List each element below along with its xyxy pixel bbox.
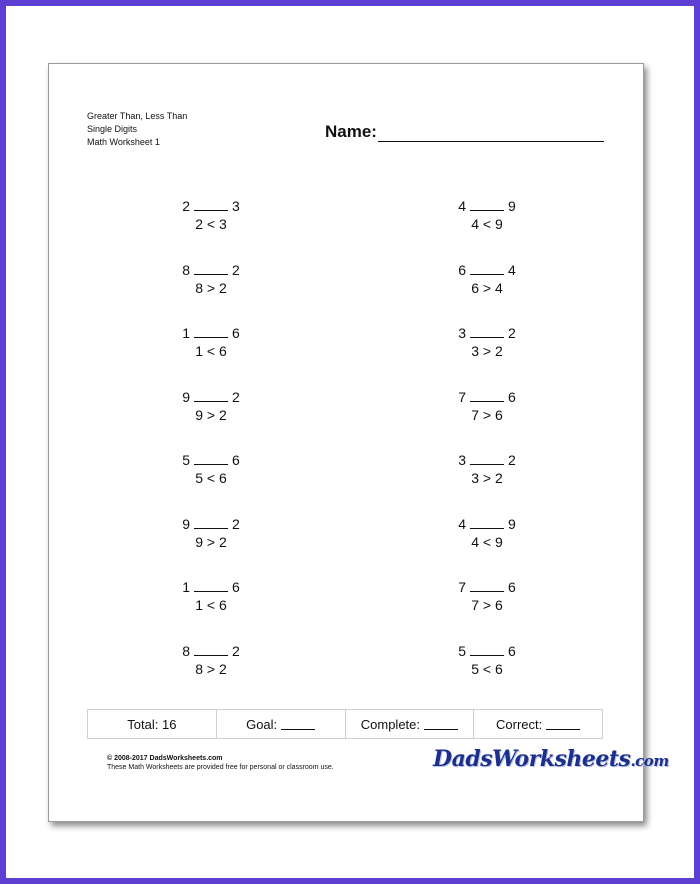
answer-blank[interactable]	[470, 643, 504, 656]
second-number: 2	[232, 642, 240, 659]
problem-left-1	[166, 197, 256, 233]
total-label: Total: 16	[127, 716, 177, 732]
problem-left-5	[166, 451, 256, 487]
second-number: 6	[508, 388, 516, 405]
answer-key: 8 > 2	[195, 279, 227, 296]
problem-prompt	[166, 261, 256, 279]
totals-bar	[87, 709, 603, 739]
name-label: Name:	[325, 122, 377, 141]
problem-prompt	[442, 197, 532, 215]
first-number: 1	[182, 325, 190, 341]
problem-right-3	[442, 324, 532, 360]
problem-right-7	[442, 578, 532, 614]
answer-key: 4 < 9	[471, 533, 503, 550]
total-cell	[88, 710, 217, 738]
second-number: 9	[508, 515, 516, 532]
answer-blank[interactable]	[470, 262, 504, 275]
problem-right-5	[442, 451, 532, 487]
problem-prompt	[442, 261, 532, 279]
answer-key: 2 < 3	[195, 216, 227, 232]
answer-key: 3 > 2	[471, 470, 503, 486]
first-number: 8	[182, 642, 190, 659]
problem-right-4	[442, 388, 532, 424]
first-number: 2	[182, 198, 190, 214]
copyright-block	[107, 754, 334, 772]
first-number: 3	[458, 325, 466, 341]
second-number: 3	[232, 198, 240, 214]
second-number: 2	[232, 515, 240, 532]
logo-suffix-text: .com	[630, 752, 669, 770]
answer-blank[interactable]	[470, 579, 504, 592]
name-field[interactable]	[325, 122, 604, 142]
answer-blank[interactable]	[194, 389, 228, 402]
first-number: 9	[182, 515, 190, 532]
second-number: 2	[508, 325, 516, 341]
dadsworksheets-logo[interactable]	[433, 746, 669, 772]
second-number: 9	[508, 198, 516, 214]
answer-key: 1 < 6	[195, 343, 227, 359]
first-number: 8	[182, 261, 190, 278]
goal-label: Goal:	[246, 716, 278, 732]
problem-prompt	[166, 388, 256, 406]
second-number: 2	[232, 261, 240, 278]
problem-prompt	[442, 515, 532, 533]
first-number: 4	[458, 198, 466, 214]
problem-prompt	[166, 642, 256, 660]
problem-prompt	[166, 197, 256, 215]
problem-left-6	[166, 515, 256, 551]
answer-key: 3 > 2	[471, 343, 503, 359]
answer-key: 1 < 6	[195, 597, 227, 613]
goal-cell[interactable]	[217, 710, 346, 738]
answer-blank[interactable]	[470, 389, 504, 402]
problem-right-2	[442, 261, 532, 297]
first-number: 5	[182, 452, 190, 468]
second-number: 2	[508, 452, 516, 468]
second-number: 4	[508, 261, 516, 278]
problem-prompt	[442, 388, 532, 406]
first-number: 7	[458, 579, 466, 595]
copyright-text: © 2008-2017 DadsWorksheets.com	[107, 755, 223, 762]
first-number: 1	[182, 579, 190, 595]
answer-blank[interactable]	[194, 643, 228, 656]
answer-blank[interactable]	[194, 198, 228, 211]
answer-blank[interactable]	[470, 452, 504, 465]
answer-blank[interactable]	[194, 516, 228, 529]
problem-prompt	[166, 515, 256, 533]
first-number: 6	[458, 261, 466, 278]
answer-key: 5 < 6	[195, 470, 227, 486]
problem-prompt	[166, 324, 256, 342]
image-frame	[6, 6, 694, 878]
second-number: 6	[232, 579, 240, 595]
correct-cell[interactable]	[474, 710, 602, 738]
complete-label: Complete:	[360, 716, 420, 732]
correct-label: Correct:	[496, 716, 543, 732]
answer-key: 6 > 4	[471, 279, 503, 296]
complete-cell[interactable]	[346, 710, 475, 738]
complete-blank[interactable]	[424, 718, 458, 730]
first-number: 3	[458, 452, 466, 468]
answer-blank[interactable]	[194, 579, 228, 592]
problem-prompt	[442, 451, 532, 469]
problem-right-1	[442, 197, 532, 233]
second-number: 6	[232, 325, 240, 341]
worksheet-page	[48, 63, 669, 822]
name-blank[interactable]	[378, 125, 604, 142]
correct-blank[interactable]	[546, 718, 580, 730]
answer-blank[interactable]	[470, 516, 504, 529]
meta-line-level: Single Digits	[87, 124, 138, 134]
answer-blank[interactable]	[194, 452, 228, 465]
answer-blank[interactable]	[194, 325, 228, 338]
first-number: 5	[458, 642, 466, 659]
answer-key: 9 > 2	[195, 533, 227, 550]
problem-right-8	[442, 642, 532, 678]
problem-left-3	[166, 324, 256, 360]
problem-prompt	[166, 451, 256, 469]
answer-key: 5 < 6	[471, 660, 503, 677]
answer-blank[interactable]	[194, 262, 228, 275]
problem-left-4	[166, 388, 256, 424]
worksheet-meta	[87, 110, 187, 149]
first-number: 9	[182, 388, 190, 405]
problem-prompt	[166, 578, 256, 596]
meta-line-title: Math Worksheet 1	[87, 137, 160, 147]
second-number: 2	[232, 388, 240, 405]
problem-left-8	[166, 642, 256, 678]
answer-key: 7 > 6	[471, 406, 503, 423]
first-number: 4	[458, 515, 466, 532]
second-number: 6	[232, 452, 240, 468]
meta-line-topic: Greater Than, Less Than	[87, 111, 188, 121]
answer-key: 7 > 6	[471, 597, 503, 613]
answer-blank[interactable]	[470, 325, 504, 338]
problem-left-7	[166, 578, 256, 614]
problem-right-6	[442, 515, 532, 551]
answer-blank[interactable]	[470, 198, 504, 211]
problem-left-2	[166, 261, 256, 297]
first-number: 7	[458, 388, 466, 405]
logo-main-text: DadsWorksheets	[433, 746, 631, 772]
answer-key: 8 > 2	[195, 660, 227, 677]
problem-prompt	[442, 324, 532, 342]
problem-prompt	[442, 642, 532, 660]
answer-key: 4 < 9	[471, 216, 503, 232]
problem-prompt	[442, 578, 532, 596]
second-number: 6	[508, 579, 516, 595]
goal-blank[interactable]	[281, 718, 315, 730]
second-number: 6	[508, 642, 516, 659]
usage-note: These Math Worksheets are provided free for personal or classroom use.	[107, 764, 334, 771]
answer-key: 9 > 2	[195, 406, 227, 423]
